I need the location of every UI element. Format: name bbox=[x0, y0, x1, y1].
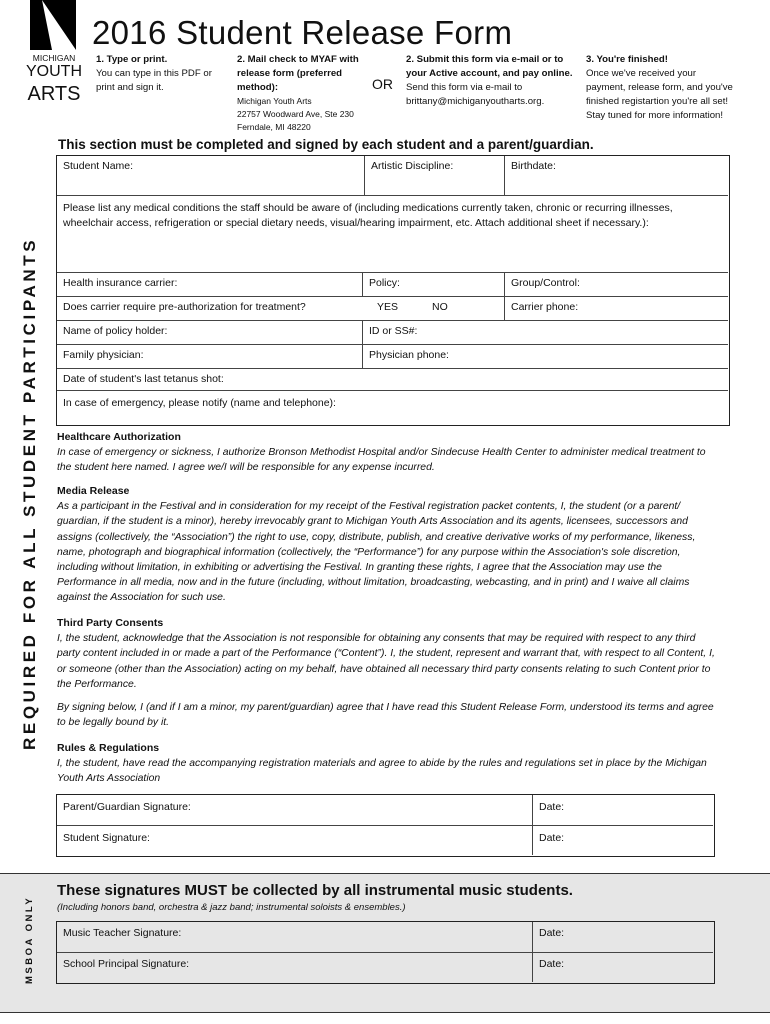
policy-holder-field[interactable]: Name of policy holder: bbox=[57, 321, 363, 345]
artistic-discipline-field[interactable]: Artistic Discipline: bbox=[365, 156, 505, 196]
preauth-row bbox=[57, 297, 505, 321]
principal-signature-field[interactable]: School Principal Signature: bbox=[57, 953, 533, 982]
no-option[interactable]: NO bbox=[432, 301, 448, 313]
msboa-signature-table bbox=[56, 921, 715, 984]
logo-michigan: MICHIGAN bbox=[32, 53, 76, 63]
carrier-phone-field[interactable]: Carrier phone: bbox=[505, 297, 728, 321]
music-teacher-signature-field[interactable]: Music Teacher Signature: bbox=[57, 922, 533, 953]
policy-field[interactable]: Policy: bbox=[363, 273, 505, 297]
physician-phone-field[interactable]: Physician phone: bbox=[363, 345, 728, 369]
logo-youth: YOUTH bbox=[26, 63, 82, 80]
insurance-carrier-field[interactable]: Health insurance carrier: bbox=[57, 273, 363, 297]
birthdate-field[interactable]: Birthdate: bbox=[505, 156, 728, 196]
id-ss-field[interactable]: ID or SS#: bbox=[363, 321, 728, 345]
step-2-mail: 2. Mail check to MYAF with release form (preferred method): Michigan Youth Arts 22757 Woodward Ave, Ste 230 Ferndale, MI 48220 bbox=[237, 54, 359, 132]
parent-signature-field[interactable]: Parent/Guardian Signature: bbox=[57, 795, 533, 826]
side-label: REQUIRED FOR ALL STUDENT PARTICIPANTS bbox=[20, 236, 39, 750]
msboa-side-label: MSBOA ONLY bbox=[24, 895, 35, 984]
student-date-field[interactable]: Date: bbox=[539, 832, 565, 844]
student-info-form bbox=[56, 155, 730, 426]
student-signature-field[interactable]: Student Signature: bbox=[57, 826, 533, 855]
logo-mark-icon bbox=[30, 0, 76, 50]
yes-option[interactable]: YES bbox=[377, 301, 399, 313]
logo-arts: ARTS bbox=[27, 83, 81, 105]
family-physician-field[interactable]: Family physician: bbox=[57, 345, 363, 369]
or-label: OR bbox=[372, 76, 393, 92]
step-2-email: 2. Submit this form via e-mail or to your Active account, and pay online. Send this form via e-mail to brittany@michiganyoutharts.org. bbox=[406, 54, 573, 107]
section-heading: This section must be completed and signed by each student and a parent/guardian. bbox=[58, 137, 594, 152]
healthcare-authorization: Healthcare Authorization In case of emergency or sickness, I authorize Bronson Methodist Hospital and/or Sindecuse Health Center to administer medical treatment to the student here named. I agree we/I will be responsible for any expense incurred. bbox=[57, 431, 706, 474]
principal-date-field[interactable]: Date: bbox=[539, 958, 565, 970]
msboa-section bbox=[0, 873, 770, 1013]
medical-conditions-field[interactable]: Please list any medical conditions the staff should be aware of (including medications currently taken, chronic or recurring illnesses, wheelchair access, refrigeration or special dietary needs, visual/hearing impairment, etc. Attach additional sheet if necessary.): bbox=[57, 196, 728, 273]
page-title: 2016 Student Release Form bbox=[92, 14, 513, 51]
msboa-heading: These signatures MUST be collected by all instrumental music students. bbox=[57, 882, 573, 899]
teacher-date-field[interactable]: Date: bbox=[533, 922, 713, 953]
parent-date-field[interactable]: Date: bbox=[533, 795, 713, 826]
student-name-field[interactable]: Student Name: bbox=[57, 156, 365, 196]
rules-regulations: Rules & Regulations I, the student, have read the accompanying registration materials and agree to abide by the rules and regulations set in place by the Michigan Youth Arts Association bbox=[57, 742, 707, 785]
step-1: 1. Type or print. You can type in this PDF or print and sign it. bbox=[96, 54, 212, 93]
media-release: Media Release As a participant in the Festival and in consideration for my receipt of the Festival registration packet contents, I, the student (or a parent/ guardian, if the student is a minor), hereby irrevocably grant to Michigan Youth Arts Association and its agents, licensees, successors and assigns (collectively, the “Association”) the right to use, copy, distribute, publish, and creative derivative works of my performance, likeness, name, photograph and biographical information (collectively, the “Performance”) for any purpose within the Association's sole discretion, including without limitation, in exhibiting or advertising the Festival. In granting these rights, I agree that the Association may use the Performance in all media, now and in the future (including, without limitation, broadcasting, webcasting, and in print) and I waive all claims against the Association for such use. bbox=[57, 485, 696, 604]
tetanus-field[interactable]: Date of student's last tetanus shot: bbox=[57, 369, 728, 391]
step-3: 3. You're finished! Once we've received your payment, release form, and you've finished registartion you're all set! Stay tuned for more information! bbox=[586, 54, 733, 121]
preauth-label: Does carrier require pre-authorization for treatment? bbox=[63, 301, 306, 313]
emergency-contact-field[interactable]: In case of emergency, please notify (name and telephone): bbox=[63, 397, 336, 409]
group-control-field[interactable]: Group/Control: bbox=[505, 273, 728, 297]
third-party-consents: Third Party Consents I, the student, acknowledge that the Association is not responsible for obtaining any consents that may be required with respect to any third party content included in or made a part of the Performance (“Content”). I, the student, represent and warrant that, with respect to all Content, I, or someone (other than the Association) acting on my behalf, have obtained all necessary third party consents relating to such Content prior to the Performance. By signing below, I (and if I am a minor, my parent/guardian) agree that I have read this Student Release Form, understood its terms and agree to be legally bound by it. bbox=[57, 617, 715, 729]
signature-table bbox=[56, 794, 715, 857]
msboa-subheading: (Including honors band, orchestra & jazz band; instrumental soloists & ensembles.) bbox=[57, 902, 406, 913]
